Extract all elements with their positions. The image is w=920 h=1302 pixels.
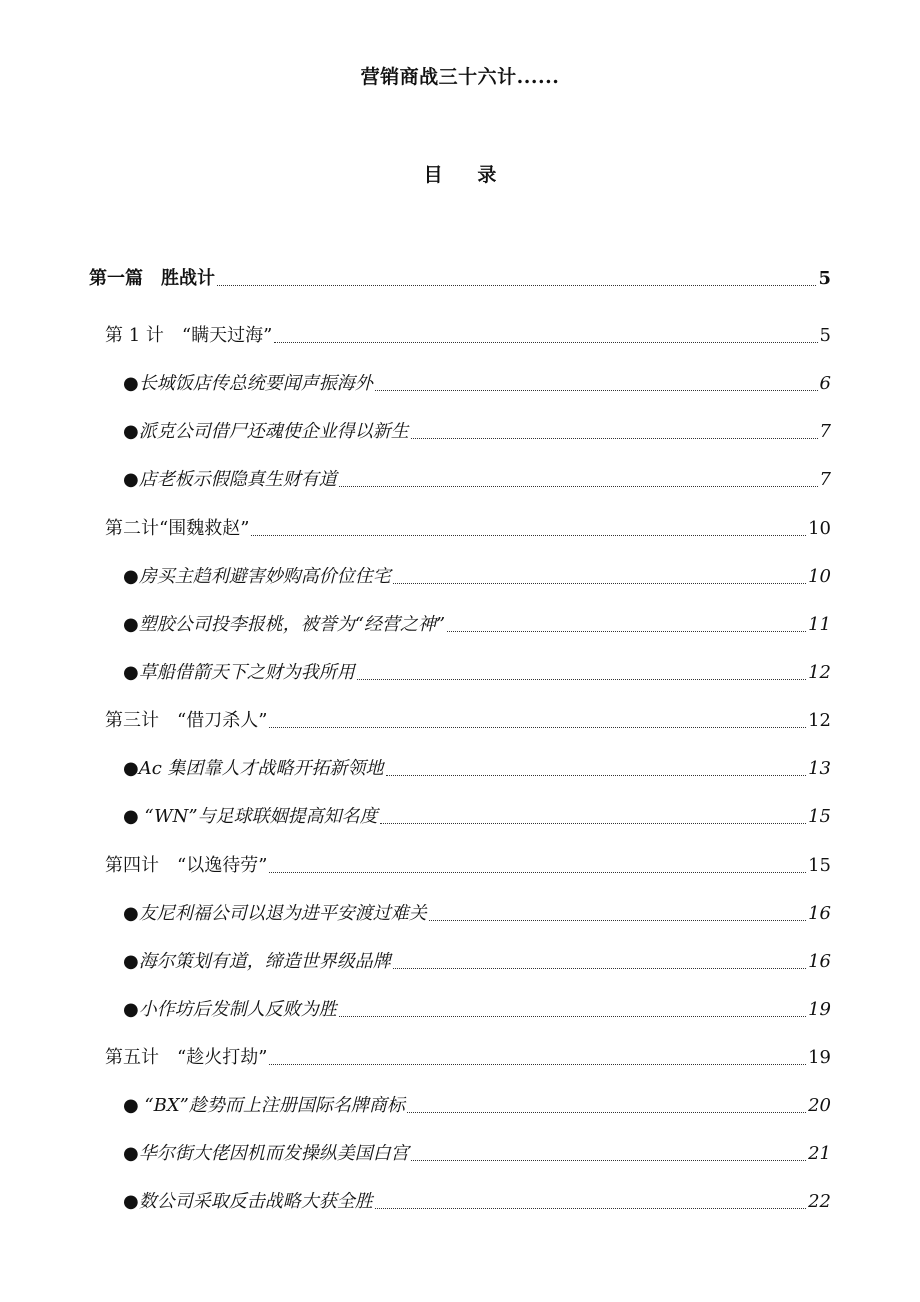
toc-entry-label: 第五计 “趁火打劫” — [105, 1047, 268, 1068]
toc-entry-page: 12 — [808, 710, 831, 731]
toc-entry-label: ●数公司采取反击战略大获全胜 — [123, 1191, 373, 1212]
toc-entry[interactable] — [105, 324, 831, 348]
toc-entry[interactable] — [123, 420, 831, 444]
dot-leader — [447, 630, 806, 632]
toc-entry-label: ●塑胶公司投李报桃，被誉为“经营之神” — [123, 614, 446, 635]
toc-entry-page: 15 — [808, 855, 831, 876]
toc-entry-page: 19 — [808, 999, 831, 1020]
toc-entry-label: ●Ac 集团靠人才战略开拓新领地 — [123, 758, 384, 779]
toc-entry[interactable] — [123, 950, 831, 974]
toc-entry-page: 19 — [808, 1047, 831, 1068]
toc-entry[interactable] — [123, 468, 831, 492]
toc-entry-page: 7 — [819, 469, 831, 490]
toc-entry-page: 12 — [808, 662, 831, 683]
dot-leader — [386, 774, 807, 776]
toc-entry[interactable] — [123, 372, 831, 396]
toc-entry-page: 11 — [808, 614, 831, 635]
toc-entry-page: 16 — [808, 903, 831, 924]
toc-entry-label: ●房买主趋利避害妙购高价位住宅 — [123, 566, 391, 587]
toc-entry-label: ●草船借箭天下之财为我所用 — [123, 662, 355, 683]
dot-leader — [217, 284, 816, 286]
toc-entry-label: ●小作坊后发制人反败为胜 — [123, 999, 337, 1020]
toc-entry[interactable] — [123, 613, 831, 637]
dot-leader — [429, 919, 806, 921]
toc-entry-label: ●长城饭店传总统要闻声振海外 — [123, 373, 373, 394]
toc-entry-label: 第三计 “借刀杀人” — [105, 710, 268, 731]
toc-entry-label: ● “BX”趁势而上注册国际名牌商标 — [123, 1095, 405, 1116]
dot-leader — [269, 1063, 806, 1065]
dot-leader — [357, 678, 806, 680]
toc-entry[interactable] — [105, 854, 831, 878]
dot-leader — [411, 437, 818, 439]
dot-leader — [269, 726, 806, 728]
toc-entry-label: ●店老板示假隐真生财有道 — [123, 469, 337, 490]
dot-leader — [393, 582, 806, 584]
toc-entry[interactable] — [105, 517, 831, 541]
toc-entry-page: 10 — [808, 518, 831, 539]
toc-entry-page: 20 — [808, 1095, 831, 1116]
toc-entry[interactable] — [123, 998, 831, 1022]
document-title: 营销商战三十六计...... — [360, 66, 560, 88]
dot-leader — [411, 1159, 806, 1161]
toc-entry-label: ●华尔街大佬因机而发操纵美国白宫 — [123, 1143, 409, 1164]
toc-entry-page: 16 — [808, 951, 831, 972]
toc-entry[interactable] — [123, 902, 831, 926]
toc-entry-page: 15 — [808, 806, 831, 827]
toc-entry-page: 21 — [808, 1143, 831, 1164]
dot-leader — [407, 1111, 806, 1113]
toc-entry[interactable] — [105, 709, 831, 733]
toc-entry-page: 13 — [808, 758, 831, 779]
toc-heading — [0, 160, 920, 187]
toc-entry[interactable] — [123, 757, 831, 781]
dot-leader — [274, 341, 817, 343]
toc-entry[interactable] — [105, 1046, 831, 1070]
toc-entry-page: 5 — [818, 268, 831, 289]
dot-leader — [339, 1015, 806, 1017]
toc-entry-page: 6 — [819, 373, 831, 394]
dot-leader — [269, 871, 806, 873]
toc-entry-label: ●友尼利福公司以退为进平安渡过难关 — [123, 903, 427, 924]
dot-leader — [393, 967, 806, 969]
dot-leader — [375, 389, 818, 391]
toc-entry[interactable] — [123, 661, 831, 685]
toc-entry-label: 第二计“围魏救赵” — [105, 518, 250, 539]
toc-entry-page: 10 — [808, 566, 831, 587]
dot-leader — [380, 822, 807, 824]
toc-entry-label: ● “WN”与足球联姻提高知名度 — [123, 806, 378, 827]
toc-entry-label: 第四计 “以逸待劳” — [105, 855, 268, 876]
dot-leader — [251, 534, 806, 536]
toc-entry[interactable] — [123, 805, 831, 829]
toc-entry[interactable] — [123, 565, 831, 589]
toc-entry-label: 第一篇 胜战计 — [89, 268, 215, 289]
toc-entry[interactable] — [123, 1190, 831, 1214]
toc-entry-page: 7 — [819, 421, 831, 442]
toc-entry-label: 第 1 计 “瞒天过海” — [105, 325, 273, 346]
dot-leader — [339, 485, 818, 487]
toc-entry-label: ●海尔策划有道，缔造世界级品牌 — [123, 951, 391, 972]
toc-entry-page: 5 — [819, 325, 831, 346]
toc-heading-char: 录 — [477, 164, 497, 186]
toc-entry[interactable] — [89, 267, 831, 291]
toc-entry[interactable] — [123, 1094, 831, 1118]
toc-entry[interactable] — [123, 1142, 831, 1166]
dot-leader — [375, 1207, 806, 1209]
toc-heading-char: 目 — [423, 164, 443, 186]
toc-entry-page: 22 — [808, 1191, 831, 1212]
toc-entry-label: ●派克公司借尸还魂使企业得以新生 — [123, 421, 409, 442]
